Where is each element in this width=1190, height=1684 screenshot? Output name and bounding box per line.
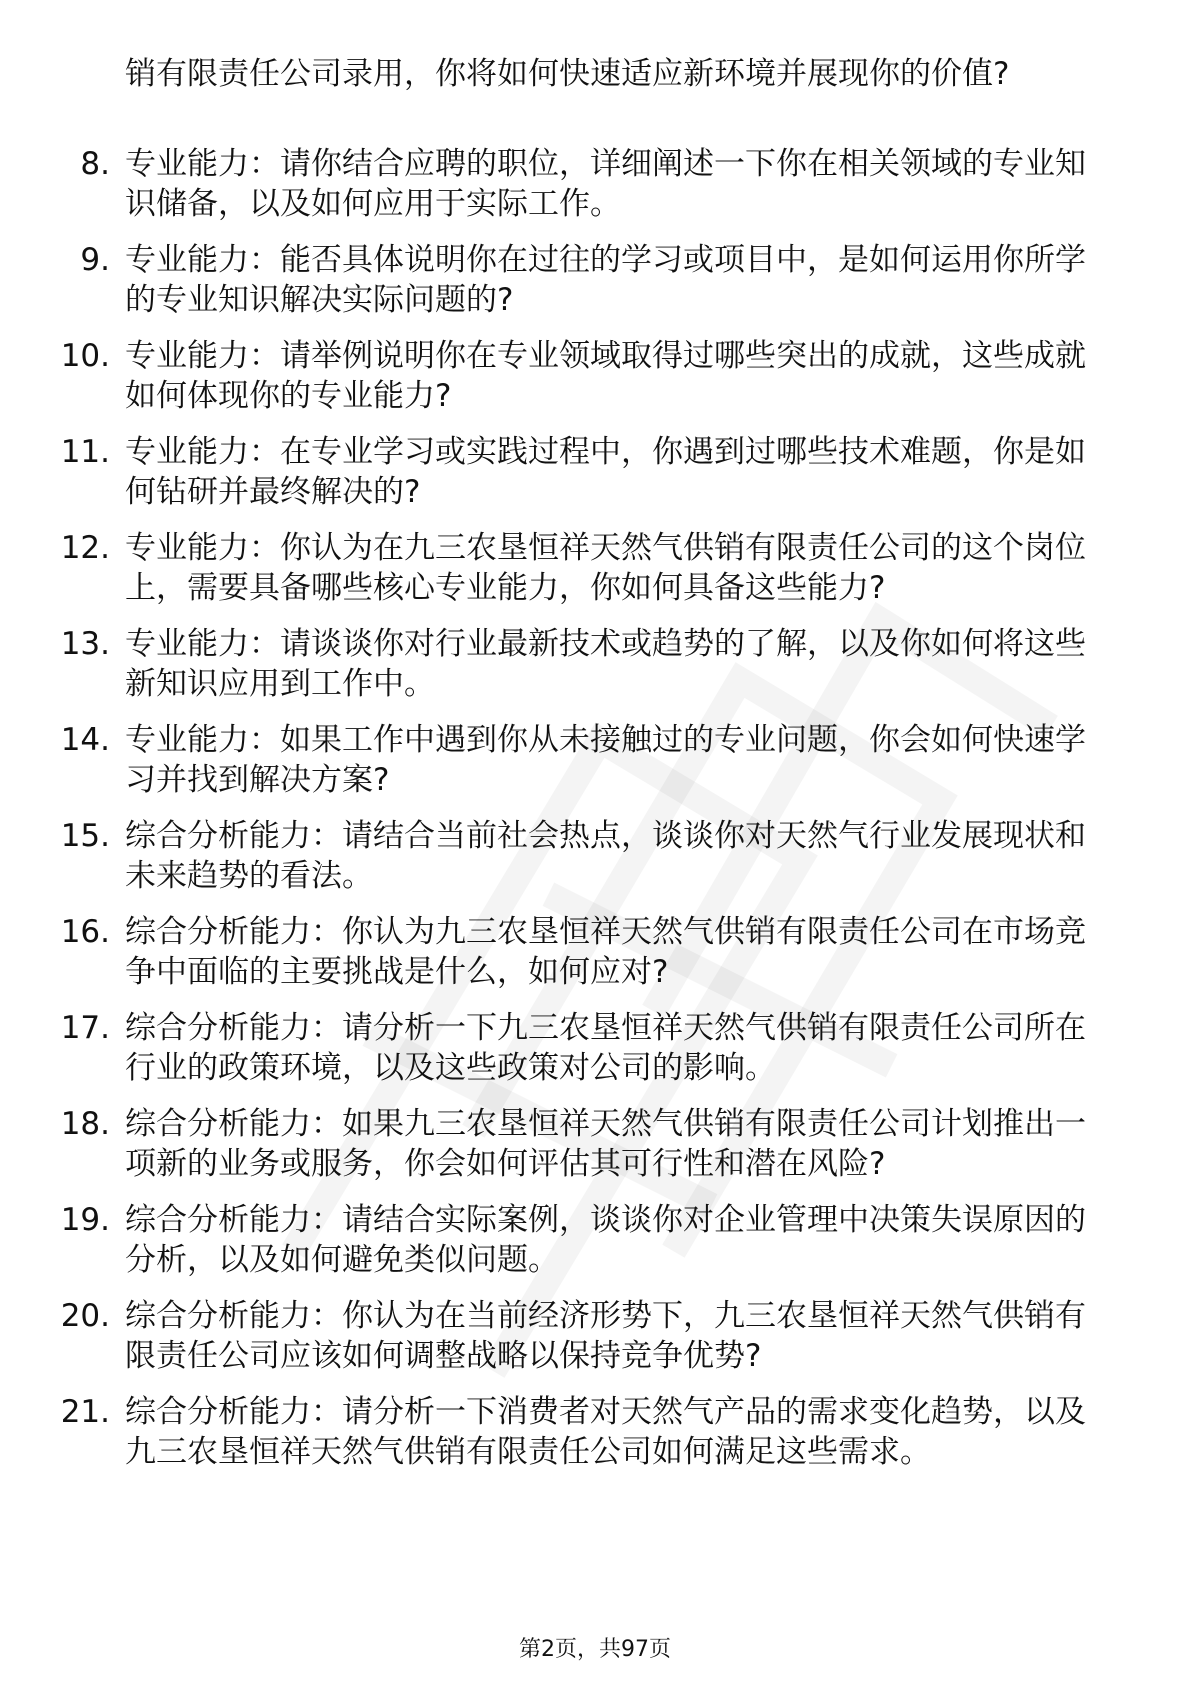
- question-text: 综合分析能力：你认为九三农垦恒祥天然气供销有限责任公司在市场竞争中面临的主要挑战是什么，如何应对?: [125, 914, 1086, 990]
- question-number: 8.: [80, 146, 110, 182]
- question-text: 专业能力：你认为在九三农垦恒祥天然气供销有限责任公司的这个岗位上，需要具备哪些核心专业能力，你如何具备这些能力?: [125, 530, 1086, 606]
- question-text: 专业能力：在专业学习或实践过程中，你遇到过哪些技术难题，你是如何钻研并最终解决的?: [125, 434, 1086, 510]
- question-number: 14.: [60, 722, 110, 758]
- question-number: 9.: [80, 242, 110, 278]
- question-number: 18.: [60, 1106, 110, 1142]
- question-number: 15.: [60, 818, 110, 854]
- page-number-footer: 第2页，共97页: [519, 1637, 671, 1662]
- question-text: 专业能力：能否具体说明你在过往的学习或项目中，是如何运用你所学的专业知识解决实际问题的?: [125, 242, 1086, 318]
- question-number: 13.: [60, 626, 110, 662]
- question-text: 专业能力：如果工作中遇到你从未接触过的专业问题，你会如何快速学习并找到解决方案?: [125, 722, 1086, 798]
- question-text: 综合分析能力：请结合当前社会热点，谈谈你对天然气行业发展现状和未来趋势的看法。: [125, 818, 1086, 894]
- question-text: 专业能力：请举例说明你在专业领域取得过哪些突出的成就，这些成就如何体现你的专业能力?: [125, 338, 1086, 414]
- question-text: 综合分析能力：请分析一下九三农垦恒祥天然气供销有限责任公司所在行业的政策环境，以及这些政策对公司的影响。: [125, 1010, 1086, 1086]
- question-number: 12.: [60, 530, 110, 566]
- question-text: 综合分析能力：请分析一下消费者对天然气产品的需求变化趋势，以及九三农垦恒祥天然气供销有限责任公司如何满足这些需求。: [125, 1394, 1086, 1470]
- question-text: 专业能力：请谈谈你对行业最新技术或趋势的了解，以及你如何将这些新知识应用到工作中。: [125, 626, 1086, 702]
- question-number: 20.: [60, 1298, 110, 1334]
- question-number: 16.: [60, 914, 110, 950]
- question-number: 21.: [60, 1394, 110, 1430]
- question-text: 综合分析能力：请结合实际案例，谈谈你对企业管理中决策失误原因的分析，以及如何避免类似问题。: [125, 1202, 1086, 1278]
- question-number: 10.: [60, 338, 110, 374]
- continued-question-text: 销有限责任公司录用，你将如何快速适应新环境并展现你的价值?: [125, 56, 1010, 92]
- question-number: 11.: [60, 434, 110, 470]
- question-text: 综合分析能力：你认为在当前经济形势下，九三农垦恒祥天然气供销有限责任公司应该如何调整战略以保持竞争优势?: [125, 1298, 1086, 1374]
- question-number: 19.: [60, 1202, 110, 1238]
- question-text: 专业能力：请你结合应聘的职位，详细阐述一下你在相关领域的专业知识储备，以及如何应用于实际工作。: [125, 146, 1086, 222]
- question-text: 综合分析能力：如果九三农垦恒祥天然气供销有限责任公司计划推出一项新的业务或服务，你会如何评估其可行性和潜在风险?: [125, 1106, 1086, 1182]
- question-number: 17.: [60, 1010, 110, 1046]
